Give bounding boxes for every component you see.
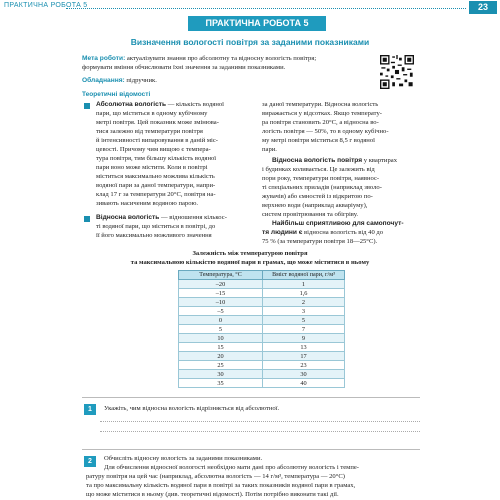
humidity-table (178, 270, 345, 388)
abs-line-7: пари воно може містити. Коли в повітрі (96, 164, 208, 171)
task-2-line-1: Для обчислення відносної вологості необхідно мати дані про абсолютну вологість і темпе- (104, 464, 359, 471)
header-vapor: Вміст водяної пари, г/м³ (263, 271, 345, 280)
rel-line-2: її його максимально можливого значення (96, 232, 212, 239)
right-line-b0: і будинках коливається. Це залежить від (262, 166, 375, 173)
cell-vapor: 30 (263, 370, 345, 379)
cell-vapor: 40 (263, 379, 345, 388)
task-2-line-4: що може міститися в ньому (див. теоретичні відомості). Потім потрібно виконати такі дії. (86, 491, 339, 498)
table-row (179, 343, 345, 352)
goal-label: Мета роботи: (82, 55, 126, 62)
cell-vapor: 2 (263, 298, 345, 307)
page-number: 23 (469, 1, 497, 14)
rel-line-1: ті водяної пари, що міститься в повітрі, до (96, 223, 216, 230)
abs-line-11: зивають насиченим водяною парою. (96, 200, 199, 207)
abs-line-2: метрі повітря. Цей показник може змінюва- (96, 119, 219, 126)
indoor-line-0: Відносна вологість повітря у квартирах (272, 157, 397, 164)
abs-line-5: цевості. Причому чим вищою є темпера- (96, 146, 211, 153)
task-2-line-2: ратуру повітря на цей час (наприклад, абсолютна вологість — 14 г/м³, температура — 20°С) (86, 473, 345, 480)
right-line-a3: логість повітря — 50%, то в одному кубічно- (262, 128, 389, 135)
right-line-b5: систем провітрювання та обігріву. (262, 211, 358, 218)
cell-temperature: –15 (179, 289, 263, 298)
cell-temperature: 5 (179, 325, 263, 334)
table-row (179, 316, 345, 325)
abs-line-3: тися залежно від температури повітря (96, 128, 203, 135)
abs-term: Абсолютна вологість (96, 101, 167, 108)
cell-vapor: 5 (263, 316, 345, 325)
table-row (179, 352, 345, 361)
task-1-text: Укажіть, чим відносна вологість відрізняється від абсолютної. (104, 405, 280, 412)
equipment-line (82, 77, 157, 85)
right-line-a2: ра повітря становить 20°С, а відносна во- (262, 119, 379, 126)
rel-line-0: Відносна вологість — відношення кількос- (96, 214, 227, 221)
equipment-text: підручник. (124, 77, 157, 84)
task-2-line-0: Обчисліть відносну вологість за заданими показниками. (104, 455, 263, 462)
comfort-line-3: 75 % (за температури повітря 18—25°С). (262, 238, 378, 245)
cell-vapor: 23 (263, 361, 345, 370)
bullet-marker (84, 103, 90, 109)
table-row (179, 370, 345, 379)
table-row (179, 307, 345, 316)
task-number-badge: 2 (84, 456, 96, 467)
indoor-term: Відносна вологість повітря (272, 157, 363, 164)
goal-text-2: формувати вміння обчислювати їхні значення за заданими показниками. (82, 64, 286, 71)
cell-vapor: 3 (263, 307, 345, 316)
right-line-b4: верхнею води (наприклад акваріуму), (262, 202, 368, 209)
table-header-row (179, 271, 345, 280)
table-row (179, 298, 345, 307)
cell-vapor: 17 (263, 352, 345, 361)
cell-temperature: 0 (179, 316, 263, 325)
qr-code-icon[interactable] (380, 55, 414, 89)
cell-temperature: 10 (179, 334, 263, 343)
task-number-badge: 1 (84, 404, 96, 415)
cell-vapor: 7 (263, 325, 345, 334)
running-header (0, 0, 500, 14)
right-line-a4: му метрі повітря міститься 8,5 г водяної (262, 137, 375, 144)
goal-line-1 (82, 55, 316, 63)
table-row (179, 379, 345, 388)
abs-line-9: водяної пари за даної температури, напри- (96, 182, 216, 189)
divider (82, 449, 420, 450)
header-dotted-rule (66, 8, 466, 9)
right-line-b1: пори року, температури повітря, наявнос- (262, 175, 380, 182)
table-row (179, 289, 345, 298)
right-line-a0: за даної температури. Відносна вологість (262, 101, 379, 108)
abs-line-0: Абсолютна вологість — кількість водяної (96, 101, 224, 108)
cell-temperature: –20 (179, 280, 263, 289)
running-title: ПРАКТИЧНА РОБОТА 5 (4, 2, 88, 9)
goal-text-1: актуалізувати знання про абсолютну та відносну вологість повітря; (125, 55, 317, 62)
cell-temperature: 35 (179, 379, 263, 388)
answer-line[interactable] (100, 431, 420, 432)
right-line-a1: виражається у відсотках. Якщо температу- (262, 110, 382, 117)
table-caption-1: Залежність між температурою повітря (192, 250, 308, 257)
bullet-marker (84, 216, 90, 222)
comfort-line-2: тя людини є відносна вологість від 40 до (262, 229, 384, 236)
page-subtitle: Визначення вологості повітря за заданими показниками (130, 37, 370, 47)
table-row (179, 334, 345, 343)
comfort-line-1: Найбільш сприятливою для самопочут- (272, 220, 404, 227)
right-line-a5: пари. (262, 146, 277, 153)
cell-temperature: 15 (179, 343, 263, 352)
divider (82, 397, 420, 398)
table-caption-2: та максимальною кількістю водяної пари в грамах, що може міститися в ньому (130, 259, 370, 266)
cell-temperature: 20 (179, 352, 263, 361)
cell-vapor: 9 (263, 334, 345, 343)
cell-vapor: 13 (263, 343, 345, 352)
right-line-b2: ті спеціальних приладів (наприклад зволо- (262, 184, 382, 191)
abs-line-6: тура повітря, тим більшу кількість водяної (96, 155, 217, 162)
abs-line-1: пари, що міститься в одному кубічному (96, 110, 208, 117)
cell-vapor: 1,6 (263, 289, 345, 298)
cell-temperature: 30 (179, 370, 263, 379)
table-row (179, 361, 345, 370)
abs-line-4: й інтенсивності випаровування в даній міс- (96, 137, 218, 144)
theory-heading: Теоретичні відомості (82, 91, 151, 98)
header-temperature: Температура, °С (179, 271, 263, 280)
cell-temperature: –10 (179, 298, 263, 307)
cell-temperature: 25 (179, 361, 263, 370)
table-row (179, 325, 345, 334)
page-title: ПРАКТИЧНА РОБОТА 5 (188, 16, 326, 31)
abs-line-10: клад 17 г за температури 20°С, повітря на- (96, 191, 216, 198)
table-row (179, 280, 345, 289)
abs-line-8: міститься максимально можлива кількість (96, 173, 215, 180)
right-line-b3: жувачів) або ємностей із відкритою по- (262, 193, 373, 200)
equipment-label: Обладнання: (82, 77, 125, 84)
cell-temperature: –5 (179, 307, 263, 316)
answer-line[interactable] (100, 421, 420, 422)
cell-vapor: 1 (263, 280, 345, 289)
task-2-line-3: та про максимальну кількість водяної пари в повітрі за таких показників водяної пари в грамах, (86, 482, 356, 489)
rel-term: Відносна вологість (96, 214, 160, 221)
